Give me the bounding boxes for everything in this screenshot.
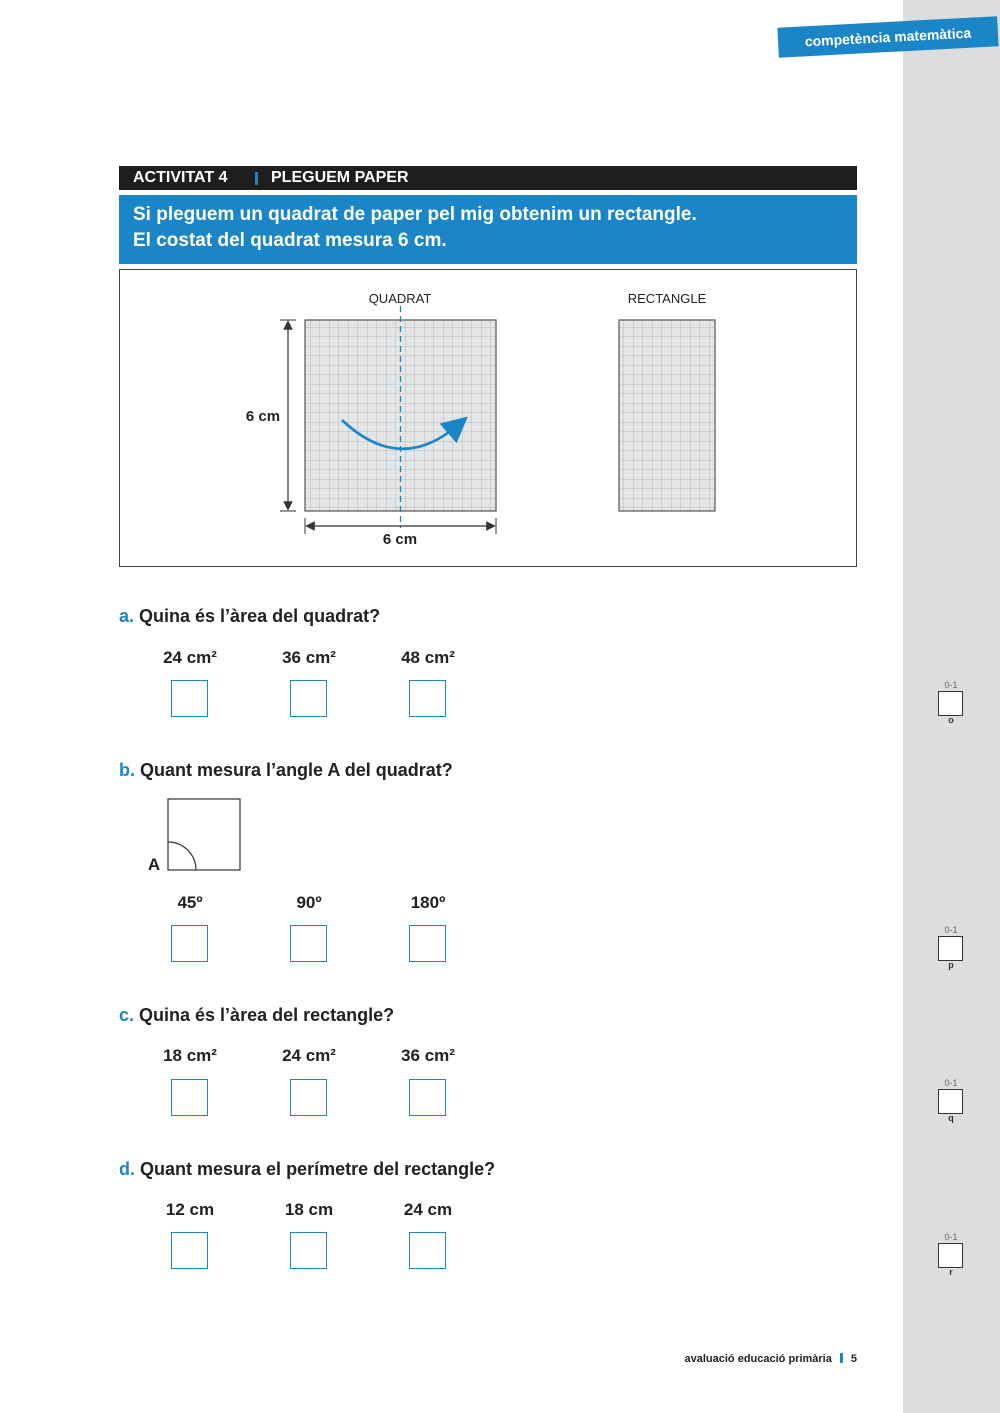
- footer-text: avaluació educació primària: [684, 1353, 832, 1365]
- option-a-1: 24 cm²: [163, 648, 217, 667]
- option-c-1: 18 cm²: [163, 1046, 217, 1065]
- question-b-text: Quant mesura l’angle A del quadrat?: [140, 760, 453, 780]
- checkbox-a-2[interactable]: [290, 680, 327, 717]
- question-c-letter: c.: [119, 1005, 135, 1025]
- intro-line-1: Si pleguem un quadrat de paper pel mig obtenim un rectangle.: [133, 204, 697, 225]
- page-footer: [600, 1353, 857, 1365]
- question-d-letter: d.: [119, 1159, 135, 1179]
- score-range: 0-1: [944, 1232, 958, 1242]
- checkbox-b-3[interactable]: [409, 925, 446, 962]
- page-number: 5: [850, 1353, 857, 1365]
- checkbox-d-1[interactable]: [171, 1232, 208, 1269]
- checkbox-a-3[interactable]: [409, 680, 446, 717]
- folding-figure: [119, 269, 857, 567]
- option-c-2: 24 cm²: [282, 1046, 336, 1065]
- option-a-3: 48 cm²: [401, 648, 455, 667]
- rectangle-label: RECTANGLE: [627, 291, 707, 306]
- question-b: [119, 760, 453, 781]
- score-input[interactable]: [938, 1243, 963, 1268]
- checkbox-c-2[interactable]: [290, 1079, 327, 1116]
- question-a-text: Quina és l’àrea del quadrat?: [139, 606, 381, 626]
- score-input[interactable]: [938, 1089, 963, 1114]
- score-range: 0-1: [944, 680, 958, 690]
- score-code: p: [948, 960, 954, 970]
- question-a-letter: a.: [119, 606, 135, 626]
- checkbox-c-1[interactable]: [171, 1079, 208, 1116]
- checkbox-d-3[interactable]: [409, 1232, 446, 1269]
- square-label: QUADRAT: [368, 291, 432, 306]
- option-a-2: 36 cm²: [282, 648, 336, 667]
- checkbox-c-3[interactable]: [409, 1079, 446, 1116]
- score-box-p: [938, 925, 964, 970]
- question-a: [119, 606, 380, 627]
- question-d: [119, 1159, 495, 1180]
- folding-diagram: [120, 270, 856, 566]
- activity-title: PLEGUEM PAPER: [271, 169, 409, 186]
- score-box-r: [938, 1232, 964, 1277]
- score-input[interactable]: [938, 691, 963, 716]
- score-code: q: [948, 1113, 954, 1123]
- option-c-3: 36 cm²: [401, 1046, 455, 1065]
- option-b-1: 45º: [177, 893, 203, 912]
- score-code: r: [949, 1267, 953, 1277]
- question-b-letter: b.: [119, 760, 135, 780]
- question-c-text: Quina és l’àrea del rectangle?: [139, 1005, 395, 1025]
- score-range: 0-1: [944, 1078, 958, 1088]
- score-code: o: [948, 715, 954, 725]
- option-d-2: 18 cm: [284, 1200, 334, 1219]
- checkbox-d-2[interactable]: [290, 1232, 327, 1269]
- checkbox-a-1[interactable]: [171, 680, 208, 717]
- activity-number: ACTIVITAT 4: [133, 169, 228, 186]
- question-d-text: Quant mesura el perímetre del rectangle?: [140, 1159, 496, 1179]
- option-d-1: 12 cm: [165, 1200, 215, 1219]
- angle-label: A: [147, 855, 161, 874]
- footer-separator: [840, 1353, 843, 1363]
- score-input[interactable]: [938, 936, 963, 961]
- header-separator: [255, 172, 258, 185]
- subject-tag: competència matemàtica: [777, 16, 998, 57]
- checkbox-b-2[interactable]: [290, 925, 327, 962]
- score-range: 0-1: [944, 925, 958, 935]
- option-b-2: 90º: [296, 893, 322, 912]
- angle-diagram: [140, 795, 250, 880]
- intro-line-2: El costat del quadrat mesura 6 cm.: [133, 230, 447, 251]
- score-box-q: [938, 1078, 964, 1123]
- option-b-3: 180º: [410, 893, 446, 912]
- activity-header: [119, 166, 857, 190]
- score-box-o: [938, 680, 964, 725]
- width-label: 6 cm: [382, 531, 418, 548]
- height-label: 6 cm: [245, 408, 281, 425]
- question-c: [119, 1005, 394, 1026]
- option-d-3: 24 cm: [403, 1200, 453, 1219]
- checkbox-b-1[interactable]: [171, 925, 208, 962]
- activity-intro: [119, 195, 857, 264]
